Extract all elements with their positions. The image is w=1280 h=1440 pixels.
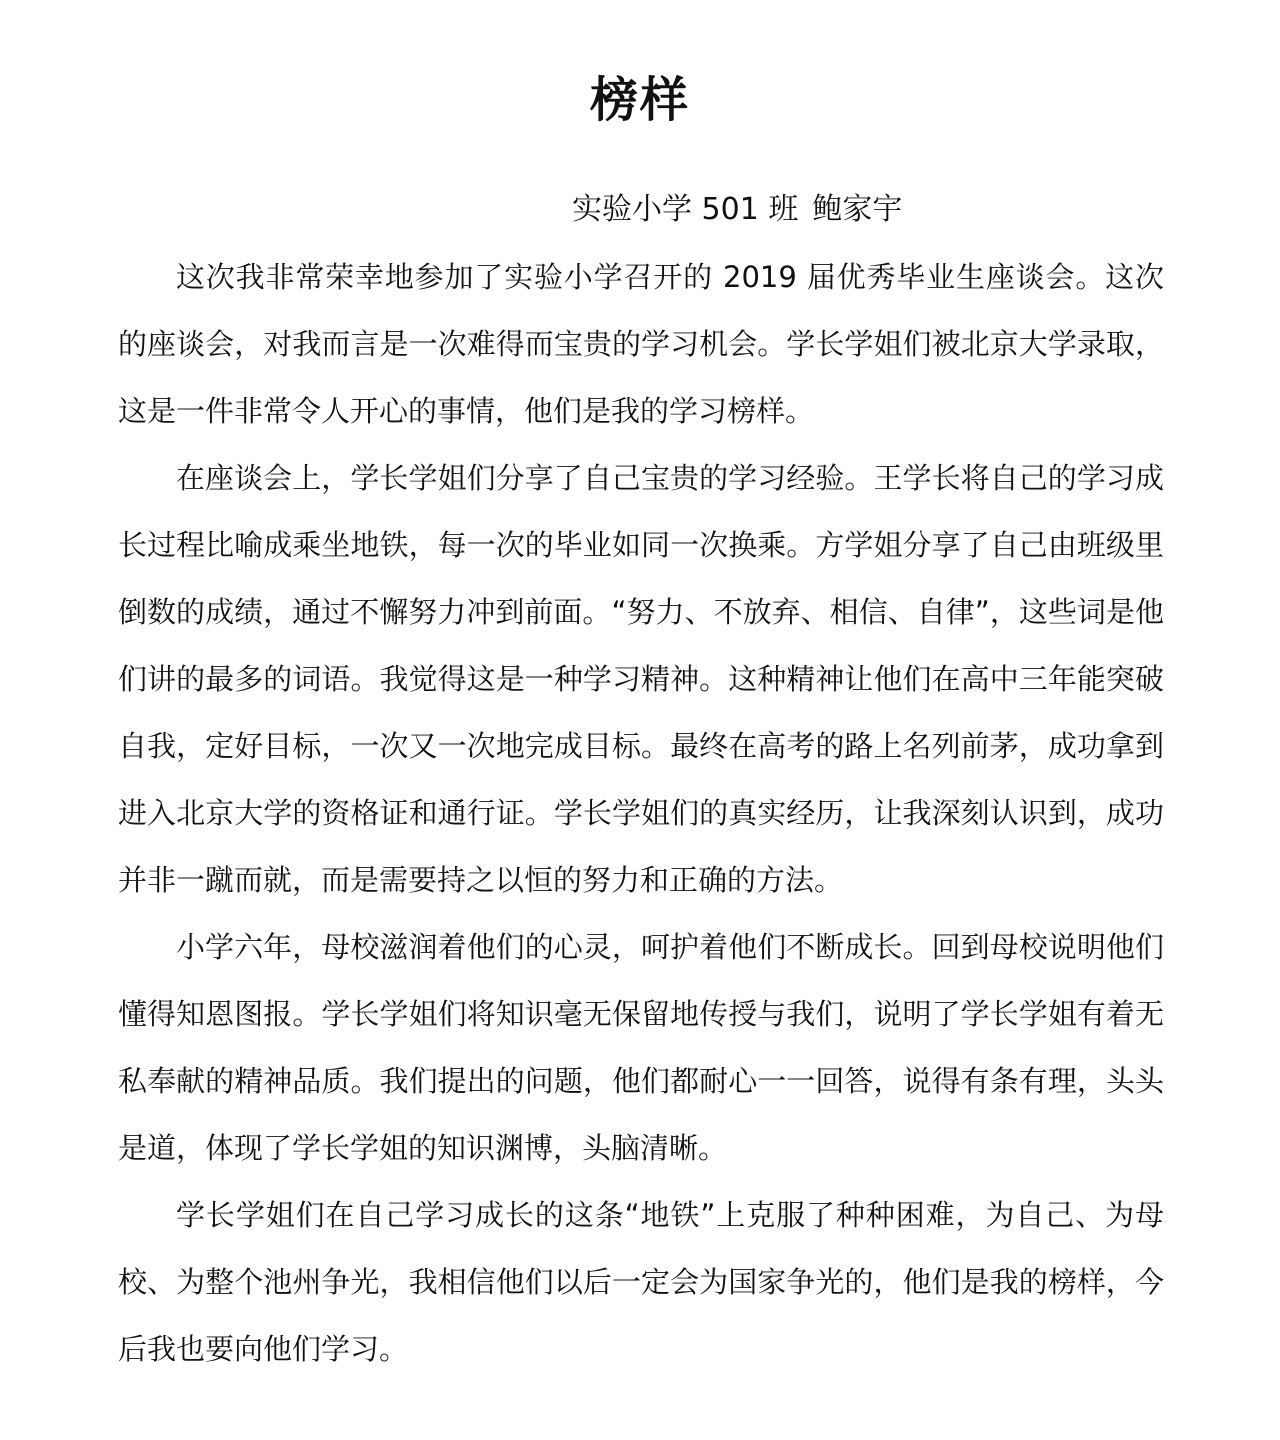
byline-school-class: 实验小学 501 班	[572, 192, 799, 227]
byline	[572, 188, 902, 232]
document-body	[118, 244, 1164, 1383]
paragraph-1: 这次我非常荣幸地参加了实验小学召开的 2019 届优秀毕业生座谈会。这次的座谈会，对我而言是一次难得而宝贵的学习机会。学长学姐们被北京大学录取，这是一件非常令人开心的事情，他们是我的学习榜样。	[118, 260, 1164, 428]
byline-author: 鲍家宇	[812, 192, 903, 227]
paragraph-2: 在座谈会上，学长学姐们分享了自己宝贵的学习经验。王学长将自己的学习成长过程比喻成乘坐地铁，每一次的毕业如同一次换乘。方学姐分享了自己由班级里倒数的成绩，通过不懈努力冲到前面。“努力、不放弃、相信、自律”，这些词是他们讲的最多的词语。我觉得这是一种学习精神。这种精神让他们在高中三年能突破自我，定好目标，一次又一次地完成目标。最终在高考的路上名列前茅，成功拿到进入北京大学的资格证和通行证。学长学姐们的真实经历，让我深刻认识到，成功并非一蹴而就，而是需要持之以恒的努力和正确的方法。	[118, 461, 1164, 897]
paragraph-3: 小学六年，母校滋润着他们的心灵，呵护着他们不断成长。回到母校说明他们懂得知恩图报。学长学姐们将知识毫无保留地传授与我们，说明了学长学姐有着无私奉献的精神品质。我们提出的问题，他们都耐心一一回答，说得有条有理，头头是道，体现了学长学姐的知识渊博，头脑清晰。	[118, 930, 1164, 1165]
document-title: 榜样	[589, 72, 690, 128]
paragraph-4: 学长学姐们在自己学习成长的这条“地铁”上克服了种种困难，为自己、为母校、为整个池州争光，我相信他们以后一定会为国家争光的，他们是我的榜样，今后我也要向他们学习。	[118, 1198, 1164, 1366]
